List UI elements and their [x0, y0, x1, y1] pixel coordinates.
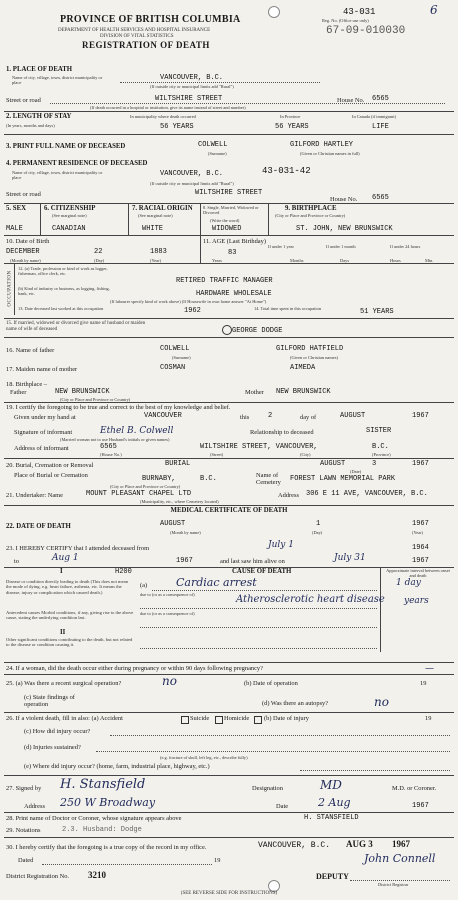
informant-signature-label: Signature of informant	[14, 429, 73, 436]
age-unit-min: Min.	[425, 258, 434, 263]
cause-b: Atherosclerotic heart disease	[236, 594, 385, 605]
cause-b-prefix: due to (or as a consequence of)	[140, 592, 195, 597]
undertaker-caption: (Municipality, etc., where Cemetery located)	[140, 499, 219, 504]
age-col-2: If under 1 month	[326, 244, 356, 249]
burial-date-caption: (Date)	[350, 469, 362, 474]
death-day-caption: (Day)	[312, 530, 323, 535]
attend-from-year: 1964	[412, 544, 429, 552]
attend-to-year: 1967	[176, 557, 193, 565]
age-unit-years: Years	[212, 258, 222, 263]
given-place: VANCOUVER	[144, 412, 182, 420]
addr-caption-street: (Street)	[210, 452, 224, 457]
signed-by-label: 27. Signed by	[6, 785, 42, 792]
industry-value: HARDWARE WHOLESALE	[196, 290, 272, 298]
attend-label: 23. I HEREBY CERTIFY that I attended deceased from	[6, 545, 150, 552]
dob-day-caption: (Day)	[94, 258, 105, 263]
trade-label: 12. (a) Trade, profession or kind of work as logger, fisherman, office clerk, etc.	[18, 266, 108, 276]
father-birthplace: NEW BRUNSWICK	[55, 388, 110, 396]
given-month: AUGUST	[340, 412, 366, 420]
cause-c-prefix: due to (or as a consequence of)	[140, 611, 195, 616]
spouse-name: GEORGE DODGE	[232, 327, 283, 335]
marital-note: (Write the word)	[210, 218, 240, 223]
registrar-label: District Registrar	[378, 882, 409, 887]
total-time-value: 51 YEARS	[360, 308, 394, 316]
homicide-label: Homicide	[224, 715, 250, 722]
marital-value: WIDOWED	[212, 225, 242, 233]
signed-year: 1967	[412, 802, 429, 810]
given-caption: (Given or Christian names in full)	[300, 151, 360, 156]
trade-value: RETIRED TRAFFIC MANAGER	[176, 277, 273, 285]
stay-canada: LIFE	[372, 123, 389, 131]
street-label: Street or road	[6, 97, 41, 104]
residence-house-label: House No.	[330, 196, 358, 203]
division-name: DIVISION OF VITAL STATISTICS	[100, 34, 174, 39]
cemetery-value: FOREST LAWN MEMORIAL PARK	[290, 475, 396, 483]
father-surname: COLWELL	[160, 345, 190, 353]
addr-caption-city: (City)	[300, 452, 311, 457]
designation-label: Designation	[252, 785, 283, 792]
mother-birthplace: NEW BRUNSWICK	[276, 388, 331, 396]
office-number-label: Reg. No. (Office use only)	[322, 18, 369, 23]
death-month: AUGUST	[160, 520, 186, 528]
stay-canada-label: In Canada (if immigrant)	[352, 114, 397, 119]
footer-instructions: (SEE REVERSE SIDE FOR INSTRUCTIONS)	[180, 891, 278, 896]
place-of-death-city: VANCOUVER, B.C.	[160, 74, 224, 82]
city-label: Name of city, village, town, district municipality or place	[12, 75, 103, 85]
burial-place-label: Place of Burial or Cremation	[14, 472, 88, 479]
undertaker-label: 21. Undertaker: Name	[6, 492, 63, 499]
doctor-address: 250 W Broadway	[60, 796, 156, 809]
stay-municipality-label: In municipality where death occurred	[130, 114, 196, 119]
registrar-date-stamp: AUG 3	[346, 839, 373, 849]
last-saw-label: and last saw him alive on	[220, 558, 285, 565]
dob-year-caption: (Year)	[150, 258, 162, 263]
autopsy-answer: no	[374, 695, 389, 709]
accident-checkbox[interactable]	[181, 716, 189, 724]
punch-hole	[268, 6, 280, 18]
to-label: to	[14, 558, 19, 565]
spouse-circle-mark	[222, 325, 232, 335]
violent-death-label: 26. If a violent death, fill in also: (a) Accident	[6, 715, 123, 722]
dated-label: Dated	[18, 857, 34, 864]
burial-day: 3	[372, 460, 377, 468]
cause-heading: CAUSE OF DEATH	[232, 568, 292, 575]
informant-province: B.C.	[372, 443, 389, 451]
father-word: Father	[10, 389, 27, 396]
burial-month: AUGUST	[320, 460, 346, 468]
burial-province: B.C.	[200, 475, 217, 483]
age-unit-months: Months	[290, 258, 304, 263]
district-label: District Registration No.	[6, 873, 70, 880]
registration-stamp: 67-09-010030	[326, 25, 406, 37]
sex-value: MALE	[6, 225, 23, 233]
registrar-signature: John Connell	[364, 852, 436, 865]
father-label: 16. Name of father	[6, 347, 55, 354]
given-under-label: Given under my hand at	[14, 414, 76, 421]
interval-heading: Approximate interval between onset and death	[386, 568, 450, 578]
dob-month: DECEMBER	[6, 248, 40, 256]
spouse-label: 15. If married, widowed or divorced give name of husband or maiden name of wife of deceased	[6, 321, 146, 332]
death-year-caption: (Year)	[412, 530, 424, 535]
age-unit-days: Days	[340, 258, 350, 263]
informant-street: WILTSHIRE STREET, VANCOUVER,	[200, 443, 318, 451]
day-of-label: day of	[300, 414, 317, 421]
attend-to: Aug 1	[52, 553, 79, 563]
injuries-label: (d) Injuries sustained?	[24, 744, 81, 751]
registrar-certify: 30. I hereby certify that the foregoing is a true copy of the record in my office.	[6, 844, 207, 851]
part-one-label: I	[60, 568, 63, 575]
informant-certify: 19. I certify the foregoing to be true and correct to the best of my knowledge and belief.	[6, 404, 231, 411]
father-surname-caption: (Surname)	[172, 355, 191, 360]
occupation-note: (If labourer specify kind of work above) (If Housewife in own home answer "At Home")	[110, 299, 267, 304]
racial-note: (See marginal note)	[138, 213, 173, 218]
cemetery-label: Name of Cemetery	[256, 472, 281, 486]
informant-house: 6565	[100, 443, 117, 451]
suicide-label: Suicide	[190, 715, 210, 722]
residence-street: WILTSHIRE STREET	[195, 189, 263, 197]
racial-label: 7. RACIAL ORIGIN	[132, 205, 193, 212]
residence-street-label: Street or road	[6, 191, 41, 198]
burial-year: 1967	[412, 460, 429, 468]
injury-date-label: (b) Date of injury	[264, 715, 309, 722]
surname-caption: (Surname)	[208, 151, 227, 156]
age-label: 11. AGE (Last Birthday)	[203, 238, 266, 245]
citizenship-value: CANADIAN	[52, 225, 86, 233]
dob-year: 1883	[150, 248, 167, 256]
undertaker-address-label: Address	[278, 492, 299, 499]
place-of-death-house: 6565	[372, 95, 389, 103]
residence-city: VANCOUVER, B.C.	[160, 170, 224, 178]
autopsy-label: (d) Was there an autopsy?	[262, 700, 329, 707]
office-number: 43-031	[343, 7, 376, 17]
hospital-note: (If death occurred in a hospital or institution, give its name instead of street and number)	[90, 105, 246, 110]
death-registration-form: PROVINCE OF BRITISH COLUMBIA DEPARTMENT OF HEALTH SERVICES AND HOSPITAL INSURANCE DIVISION OF VITAL STATISTICS REGISTRATION OF DEATH 43-031 Reg. No. (Office use only) 67-09-010030 6 1. PLACE OF DEATH Name of city, village, town, district municipality or place VANCOUVER, B.C. (If outside city or municipal limits add "Rural") Street or road WILTSHIRE STREET House No. 6565 (If death occurred in a hospital or institution, give its name instead of street and number) 2. LENGTH OF STAY (In years, months and days) In municipality where death occurred 56 YEARS In Province 56 YEARS In Canada (if immigrant) LIFE 3. PRINT FULL NAME OF DECEASED COLWELL GILFORD HARTLEY (Surname) (Given or Christian names in full) 4. PERMANENT RESIDENCE OF DECEASED Name of city, village, town, district municipality or place VANCOUVER, B.C. 43-031-42 (If outside city or municipal limits add "Rural") Street or road WILTSHIRE STREET House No. 6565 5. SEX MALE 6. CITIZENSHIP (See marginal note) CANADIAN 7. RACIAL ORIGIN (See marginal note) WHITE 8. Single, Married, Widowed or Divorced (Write the word) WIDOWED 9. BIRTHPLACE (City or Place and Province or Country) ST. JOHN, NEW BRUNSWICK 10. Date of Birth DECEMBER 22 1883 (Month by name) (Day) (Year) 11. AGE (Last Birthday) 83 If under 1 year If under 1 month If under 24 hours Years Months Days Hours Min. OCCUPATION 12. (a) Trade, profession or kind of work as logger, fisherman, office clerk, etc. RETIRED TRAFFIC MANAGER (b) Kind of industry or business, as logging, fishing, bank, etc. HARDWARE WHOLESALE (If labourer specify kind of work above) (If Housewife in own home answer "At Home") 13. Date deceased last worked at this occupation 1962 14. Total time spent in this occupation 51 YEARS 15. If married, widowed or divorced give name of husband or maiden name of wife of deceased GEORGE DODGE 16. Name of father COLWELL GILFORD HATFIELD (Surname) (Given or Christian names) 17. Maiden name of mother COSMAN AIMEDA 18. Birthplace – Father NEW BRUNSWICK Mother NEW BRUNSWICK (City or Place and Province or Country) 19. I certify the foregoing to be true and correct to the best of my knowledge and belief. Given under my hand at VANCOUVER this 2 day of AUGUST 1967 Signature of informant Ethel B. Colwell Relationship to deceased SISTER (Married woman not to use Husband's initials or given names) Address of informant 6565 WILTSHIRE STREET, VANCOUVER, B.C. (House No.) (Street) (City) (Province) 20. Burial, Cremation or Removal BURIAL AUGUST 3 1967 (Date) Place of Burial or Cremation BURNABY, B.C. Name of Cemetery FOREST LAWN MEMORIAL PARK (City or Place and Province or Country) 21. Undertaker: Name MOUNT PLEASANT CHAPEL LTD Address 306 E 11 AVE, VANCOUVER, B.C. (Municipality, etc., where Cemetery located) MEDICAL CERTIFICATE OF DEATH 22. DATE OF DEATH AUGUST 1 1967 (Month by name) (Day) (Year) 23. I HEREBY CERTIFY that I attended deceased from July 1 1964 to Aug 1 1967 and last saw him alive on July 31 1967 I H200 CAUSE OF DEATH Approximate interval between onset and death Disease or condition directly leading to death (This does not mean the mode of dying, e.g. heart failure, asthenia, etc. It means the disease, injury or complication which caused death.) (a) Cardiac arrest 1 day due to (or as a consequence of) Atherosclerotic heart disease years Antecedent causes Morbid conditions, if any, giving rise to the above cause, stating the underlying condition last. due to (or as a consequence of) II Other significant conditions contributing to the death, but not related to the disease or condition causing it. 24. If a woman, did the death occur either during pregnancy or within 90 days following pregnancy? — 25. (a) Was there a recent surgical operation? no (b) Date of operation 19 (c) State findings of operation (d) Was there an autopsy? no 26. If a violent death, fill in also: (a) Accident Suicide Homicide (b) Date of injury 19 (c) How did injury occur? (d) Injuries sustained? (e.g. fracture of skull, left leg, etc., describe fully) (e) Where did injury occur? (home, farm, industrial place, highway, etc.) 27. Signed by H. Stansfield Designation MD M.D. or Coroner. Address 250 W Broadway Date 2 Aug 1967 28. Print name of Doctor or Coroner, whose signature appears above H. STANSFIELD 29. Notations 2.3. Husband: Dodge 30. I hereby certify that the foregoing is a true copy of the record in my office. VANCOUVER, B.C. AUG 3 1967 Dated 19 John Connell District Registration No. 3210 DEPUTY District Registrar (SEE REVERSE SIDE FOR INSTRUCTIONS)	[0, 0, 458, 900]
deceased-surname: COLWELL	[198, 141, 228, 149]
attend-from: July 1	[268, 540, 294, 550]
operation-date-label: (b) Date of operation	[244, 680, 298, 687]
date-of-death-label: 22. DATE OF DEATH	[6, 523, 71, 530]
informant-signature: Ethel B. Colwell	[100, 426, 174, 436]
marital-label: 8. Single, Married, Widowed or Divorced	[203, 205, 259, 215]
other-conditions-label: Other significant conditions contributing to the death, but not related to the disease or condition causing it.	[6, 637, 133, 648]
last-saw-year: 1967	[412, 557, 429, 565]
interval-a: 1 day	[396, 578, 421, 588]
undertaker-address: 306 E 11 AVE, VANCOUVER, B.C.	[306, 490, 428, 498]
disease-label: Disease or condition directly leading to death (This does not mean the mode of dying, e.g. heart failure, asthenia, etc. It means the disease, injury or complication which caused death.)	[6, 579, 128, 595]
interval-b: years	[404, 596, 429, 606]
residence-code: 43-031-42	[262, 166, 311, 176]
how-injury-label: (c) How did injury occur?	[24, 728, 91, 735]
print-name-value: H. STANSFIELD	[304, 814, 359, 822]
dob-month-caption: (Month by name)	[10, 258, 41, 263]
registrar-place-stamp: VANCOUVER, B.C.	[258, 841, 331, 850]
mother-label: 17. Maiden name of mother	[6, 366, 78, 373]
age-col-3: If under 24 hours	[390, 244, 421, 249]
place-of-death-label: 1. PLACE OF DEATH	[6, 66, 73, 73]
parents-birthplace-label: 18. Birthplace –	[6, 381, 47, 388]
surgical-label: 25. (a) Was there a recent surgical operation?	[6, 680, 122, 687]
deceased-name-label: 3. PRINT FULL NAME OF DECEASED	[6, 143, 126, 150]
addr-caption-province: (Province)	[372, 452, 391, 457]
corner-mark: 6	[430, 3, 438, 17]
dob-day: 22	[94, 248, 103, 256]
total-time-label: 14. Total time spent in this occupation	[254, 306, 322, 311]
burial-place-caption: (City or Place and Province or Country)	[110, 484, 181, 489]
residence-label: 4. PERMANENT RESIDENCE OF DECEASED	[6, 160, 148, 167]
doctor-address-label: Address	[24, 803, 45, 810]
birthplace-note: (City or Place and Province or Country)	[275, 213, 346, 218]
father-given-caption: (Given or Christian names)	[290, 355, 338, 360]
form-title: REGISTRATION OF DEATH	[82, 40, 210, 50]
residence-house: 6565	[372, 194, 389, 202]
informant-address-label: Address of informant	[14, 445, 69, 452]
signature-caption: (Married woman not to use Husband's initials or given names)	[60, 437, 170, 442]
findings-label: (c) State findings of operation	[24, 694, 75, 708]
injuries-caption: (e.g. fracture of skull, left leg, etc., describe fully)	[160, 755, 248, 760]
mother-word: Mother	[245, 389, 264, 396]
where-injury-label: (e) Where did injury occur? (home, farm, industrial place, highway, etc.)	[24, 763, 210, 770]
length-of-stay-label: 2. LENGTH OF STAY	[6, 113, 72, 120]
place-of-death-street: WILTSHIRE STREET	[155, 95, 223, 103]
dated-19: 19	[214, 857, 221, 864]
industry-label: (b) Kind of industry or business, as logging, fishing, bank, etc.	[18, 286, 110, 296]
birthplace-label: 9. BIRTHPLACE	[285, 205, 337, 212]
medical-heading: MEDICAL CERTIFICATE OF DEATH	[170, 507, 288, 514]
death-month-caption: (Month by name)	[170, 530, 201, 535]
registrar-year-stamp: 1967	[392, 839, 410, 849]
birthplace-value: ST. JOHN, NEW BRUNSWICK	[296, 225, 393, 233]
occupation-side-label: OCCUPATION	[7, 270, 13, 307]
suicide-checkbox[interactable]	[215, 716, 223, 724]
given-year: 1967	[412, 412, 429, 420]
deceased-given-names: GILFORD HARTLEY	[290, 141, 354, 149]
age-col-1: If under 1 year	[268, 244, 294, 249]
relationship-value: SISTER	[366, 427, 392, 435]
cause-code: H200	[115, 568, 132, 576]
deputy-stamp: DEPUTY	[316, 872, 349, 881]
pregnancy-question: 24. If a woman, did the death occur either during pregnancy or within 90 days following pregnancy?	[6, 665, 263, 672]
relationship-label: Relationship to deceased	[250, 429, 314, 436]
sex-label: 5. SEX	[6, 205, 27, 212]
dob-label: 10. Date of Birth	[6, 238, 50, 245]
part-two-label: II	[60, 629, 66, 636]
citizenship-note: (See marginal note)	[52, 213, 87, 218]
citizenship-label: 6. CITIZENSHIP	[44, 205, 96, 212]
doctor-signature: H. Stansfield	[60, 777, 146, 792]
residence-city-note: (If outside city or municipal limits add "Rural")	[150, 181, 234, 186]
this-label: this	[240, 414, 250, 421]
residence-city-label: Name of city, village, town, district municipality or place	[12, 170, 103, 180]
city-note: (If outside city or municipal limits add "Rural")	[150, 84, 234, 89]
father-given: GILFORD HATFIELD	[276, 345, 344, 353]
md-label: M.D. or Coroner.	[392, 785, 437, 792]
homicide-checkbox[interactable]	[254, 716, 262, 724]
department-name: DEPARTMENT OF HEALTH SERVICES AND HOSPITAL INSURANCE	[58, 28, 211, 33]
district-number: 3210	[88, 870, 106, 880]
cause-a-prefix: (a)	[140, 582, 148, 589]
addr-caption-house: (House No.)	[100, 452, 122, 457]
last-saw-date: July 31	[334, 553, 366, 563]
signed-date-label: Date	[276, 803, 289, 810]
print-name-label: 28. Print name of Doctor or Coroner, whose signature appears above	[6, 815, 182, 822]
last-worked-value: 1962	[184, 307, 201, 315]
age-unit-hours: Hours	[390, 258, 401, 263]
stay-province: 56 YEARS	[275, 123, 309, 131]
notations-value: 2.3. Husband: Dodge	[62, 826, 142, 834]
undertaker-name: MOUNT PLEASANT CHAPEL LTD	[86, 490, 192, 498]
designation-value: MD	[320, 778, 342, 792]
age-value: 83	[228, 249, 237, 257]
province-title: PROVINCE OF BRITISH COLUMBIA	[60, 14, 241, 25]
burial-label: 20. Burial, Cremation or Removal	[6, 462, 94, 469]
last-worked-label: 13. Date deceased last worked at this occupation	[18, 306, 104, 311]
burial-type: BURIAL	[165, 460, 191, 468]
mother-given: AIMEDA	[290, 364, 316, 372]
death-year: 1967	[412, 520, 429, 528]
stay-province-label: In Province	[280, 114, 301, 119]
cause-a: Cardiac arrest	[176, 576, 257, 589]
father-birthplace-caption: (City or Place and Province or Country)	[60, 397, 131, 402]
length-of-stay-sub: (In years, months and days)	[6, 123, 55, 128]
burial-place: BURNABY,	[142, 475, 176, 483]
signed-date: 2 Aug	[318, 796, 351, 809]
house-label: House No.	[337, 97, 365, 104]
racial-value: WHITE	[142, 225, 164, 233]
given-day: 2	[268, 412, 273, 420]
pregnancy-answer: —	[425, 664, 434, 674]
mother-surname: COSMAN	[160, 364, 186, 372]
surgical-answer: no	[162, 674, 177, 688]
stay-municipality: 56 YEARS	[160, 123, 194, 131]
notations-label: 29. Notations	[6, 827, 41, 834]
death-day: 1	[316, 520, 321, 528]
antecedent-label: Antecedent causes Morbid conditions, if any, giving rise to the above cause, stating the underlying condition last.	[6, 610, 134, 621]
